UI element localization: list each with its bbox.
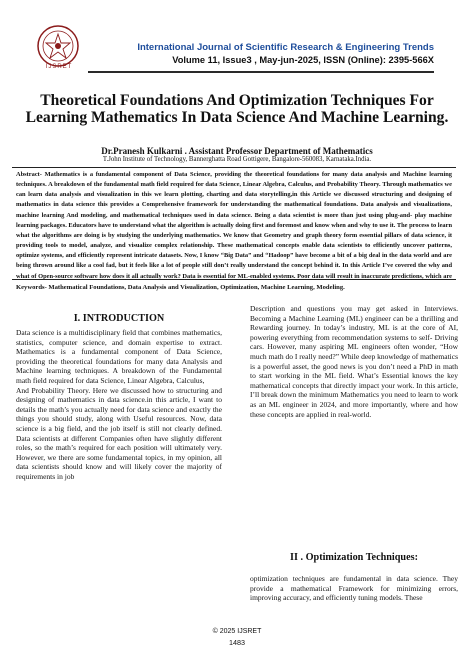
paper-title: Theoretical Foundations And Optimization Techniques For Learning Mathematics In Data Science And Machine Learning. [25,92,449,126]
abstract-text: Abstract- Mathematics is a fundamental component of Data Science, providing the theoretical foundations for many data analysis and Machine learning techniques. A breakdown of the fundamental math field required for data Science, Linear Algebra, Calculus, and Probability Theory. Through mathematics we can learn data analysis and visualization in this we learn plotting, charting and data storytelling,in this Article we discussed structuring and designing of mathematics in data science this provides a Comprehensive framework for understanding the mathematical foundations. Data analysis and visualizations, machine learning And modeling, and mathematical techniques used in data science. Being a data scientist is more than just using plug-and- play machine learning packages. Educators have to understand what the algorithm is actually doing first and foremost and know when and why to use it. The process to learn what the algorithms are doing is by studying the underlying mathematics. We know that Geometry and graph theory form essential pillars of data science, it providing tools to model, analyze, and visualize complex relationship. These mathematical concepts enable data scientists to efficiently uncover patterns, optimize systems, and efficiently represent intricate datasets. Now, I know “Big Data” and “Hadoop” have become a bit of a big deal in the data world and are being thrown around like a cool fad, but it feels like a lot of people still don’t really understand the concept behind it. In this Article I’ve covered the why and what of Open-source software how does it all actually work? Data is essential for ML-enabled systems. Poor data will result in inaccurate predictions, which are [16,171,452,280]
footer-copyright: © 2025 IJSRET [212,628,262,635]
intro-paragraph-1: Data science is a multidisciplinary field that combines mathematics, statistics, computer science, and domain expertise to extract. Mathematics is a fundamental component of Data Science, providing the theoretical foundations for many data Analysis and Machine learning techniques. A breakdown of the Fundamental math field required for data Science, Linear Algebra, Calculus, [16,328,222,385]
abstract-box [12,167,456,280]
header-divider [88,71,434,73]
intro-paragraph-2: And Probability Theory. Here we discussed how to structuring and designing of mathematics in data science.in this article, I want to details the math’s you actually need for data science and exactly the things you should study, along with Useful resources. Now, data science is a big field, and the job itself is still not clearly defined. Data scientists at different Companies often have slightly different roles, so the math’s required for each position will ultimately very. However, we there are some fundamental topics, in my opinion, all data scientists should know and will likely cover the majority of requirements in job [16,385,222,481]
paper-affiliation: T.John Institute of Technology, Bannerghatta Road Gottigere, Bangalore-560083, Karnataka.India. [102,156,372,163]
logo-text: IJSRET [45,64,73,70]
journal-logo-icon [36,24,80,68]
right-column-lower [250,574,458,603]
left-column [16,328,222,482]
page-number: 1483 [229,638,245,647]
section-heading-optimization: II . Optimization Techniques: [290,552,418,563]
journal-volume-info: Volume 11, Issue3 , May-jun-2025, ISSN (Online): 2395-566X [172,55,434,65]
keywords: Keywords- Mathematical Foundations, Data Analysis and Visualization, Optimization, Machine Learning, Modeling. [16,284,345,291]
right-column [250,304,458,419]
journal-header [0,0,474,78]
journal-name: International Journal of Scientific Research & Engineering Trends [137,42,434,53]
section-heading-introduction: I. INTRODUCTION [73,313,165,324]
optimization-paragraph-1: optimization techniques are fundamental in data science. They provide a mathematical Framework for minimizing errors, improving accuracy, and efficiently tuning models. These [250,574,458,603]
paper-author: Dr.Pranesh Kulkarni . Assistant Professor Department of Mathematics [101,146,373,156]
right-paragraph-1: Description and questions you may get asked in Interviews. Becoming a Machine Learning (ML) engineer can be a thrilling and Rewarding journey. In today’s industry, ML is at the core of AI, powering everything from recommendation systems to self- Driving cars. However, many aspiring ML engineers often wonder, “How much math do I really need?” While deep knowledge of mathematics is a powerful asset, the good news is you don’t need a PhD in math to start working in the ML field. What’s Essential knows the key mathematical concepts that directly impact your work. In this article, I’ll break down the minimum Mathematics you need to learn to work as an ML engineer in 2024, and more importantly, where and how these concepts are applied in real-world. [250,304,458,419]
